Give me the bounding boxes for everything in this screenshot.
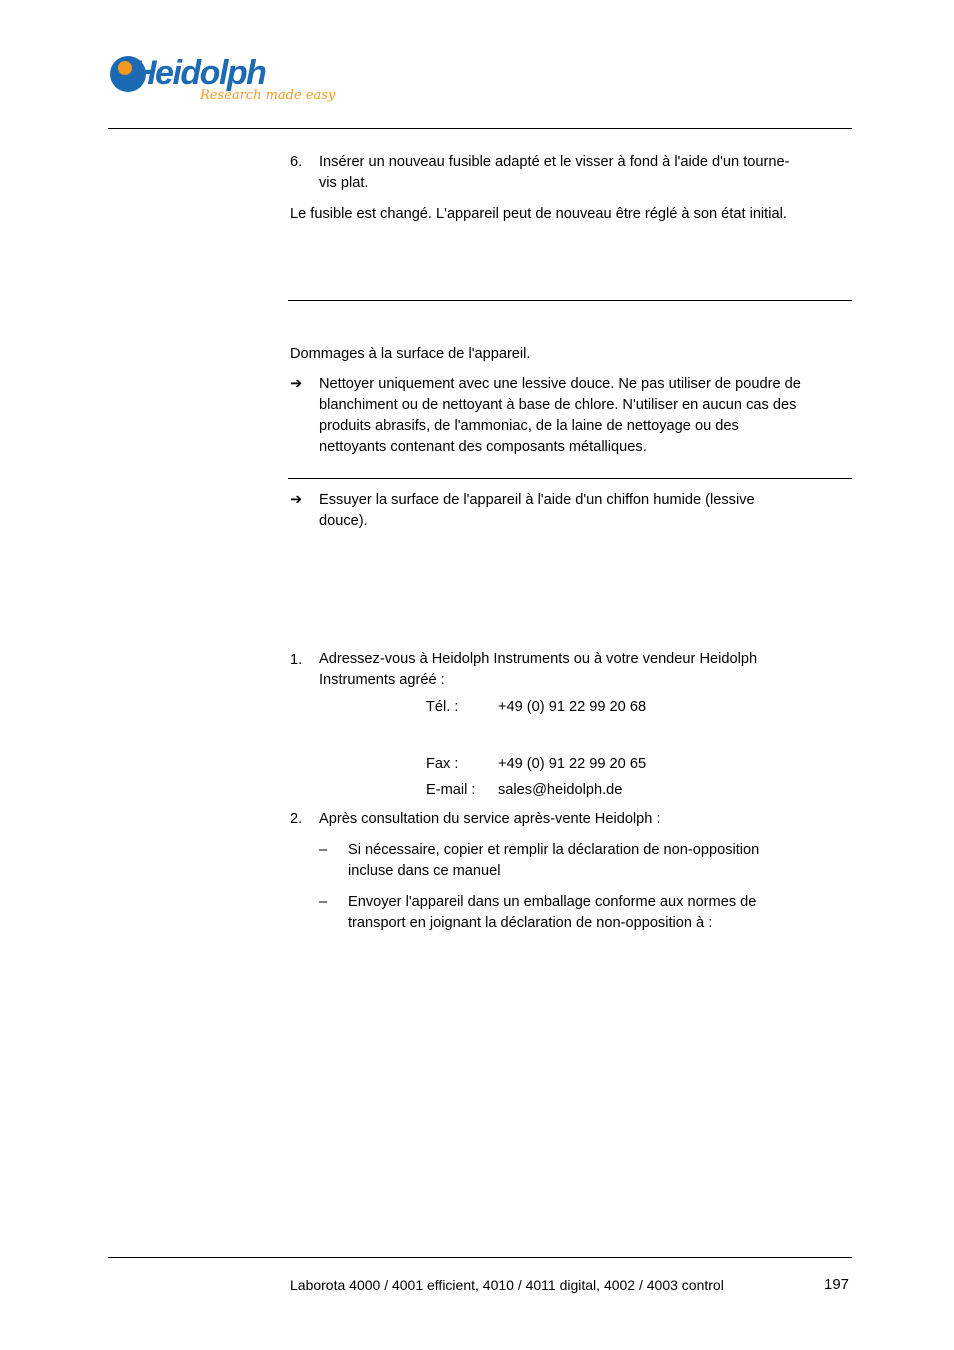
step-text-line: Après consultation du service après-vente Heidolph :: [319, 811, 661, 827]
dash-mark: –: [319, 842, 328, 858]
arrow-icon: ➔: [290, 376, 303, 392]
step-text-line: vis plat.: [319, 175, 369, 191]
bullet-line: nettoyants contenant des composants métalliques.: [319, 439, 647, 455]
dash-line: transport en joignant la déclaration de non-opposition à :: [348, 915, 713, 931]
dash-mark: –: [319, 894, 328, 910]
bullet-line: Essuyer la surface de l'appareil à l'aide d'un chiffon humide (lessive: [319, 492, 755, 508]
fax-value: +49 (0) 91 22 99 20 65: [498, 756, 647, 772]
step-text-line: Insérer un nouveau fusible adapté et le visser à fond à l'aide d'un tourne-: [319, 154, 790, 170]
step-number: 1.: [290, 652, 303, 668]
footer-product: Laborota 4000 / 4001 efficient, 4010 / 4011 digital, 4002 / 4003 control: [290, 1277, 724, 1293]
step-number: 6.: [290, 154, 303, 170]
step-number: 2.: [290, 811, 303, 827]
dash-line: Envoyer l'appareil dans un emballage conforme aux normes de: [348, 894, 757, 910]
section-rule: [288, 300, 852, 301]
email-label: E-mail :: [426, 782, 476, 798]
tel-value: +49 (0) 91 22 99 20 68: [498, 699, 647, 715]
bullet-line: Nettoyer uniquement avec une lessive douce. Ne pas utiliser de poudre de: [319, 376, 801, 392]
logo-tagline: Research made easy: [200, 88, 336, 103]
dash-line: Si nécessaire, copier et remplir la déclaration de non-opposition: [348, 842, 760, 858]
header-rule: [108, 128, 852, 129]
fax-label: Fax :: [426, 756, 459, 772]
arrow-icon: ➔: [290, 492, 303, 508]
tel-label: Tél. :: [426, 699, 459, 715]
bullet-line: produits abrasifs, de l'ammoniac, de la laine de nettoyage ou des: [319, 418, 739, 434]
bullet-line: blanchiment ou de nettoyant à base de chlore. N'utiliser en aucun cas des: [319, 397, 797, 413]
logo-wordmark: Heidolph: [132, 54, 266, 92]
step-text-line: Instruments agréé :: [319, 672, 445, 688]
damage-text: Dommages à la surface de l'appareil.: [290, 346, 531, 362]
step-text-line: Adressez-vous à Heidolph Instruments ou à votre vendeur Heidolph: [319, 651, 758, 667]
dash-line: incluse dans ce manuel: [348, 863, 501, 879]
page-number: 197: [824, 1276, 850, 1293]
section-rule: [288, 478, 852, 479]
bullet-line: douce).: [319, 513, 368, 529]
logo-dot-icon: [118, 61, 132, 75]
fuse-changed-text: Le fusible est changé. L'appareil peut de nouveau être réglé à son état initial.: [290, 206, 787, 222]
email-value: sales@heidolph.de: [498, 782, 623, 798]
footer-rule: [108, 1257, 852, 1258]
